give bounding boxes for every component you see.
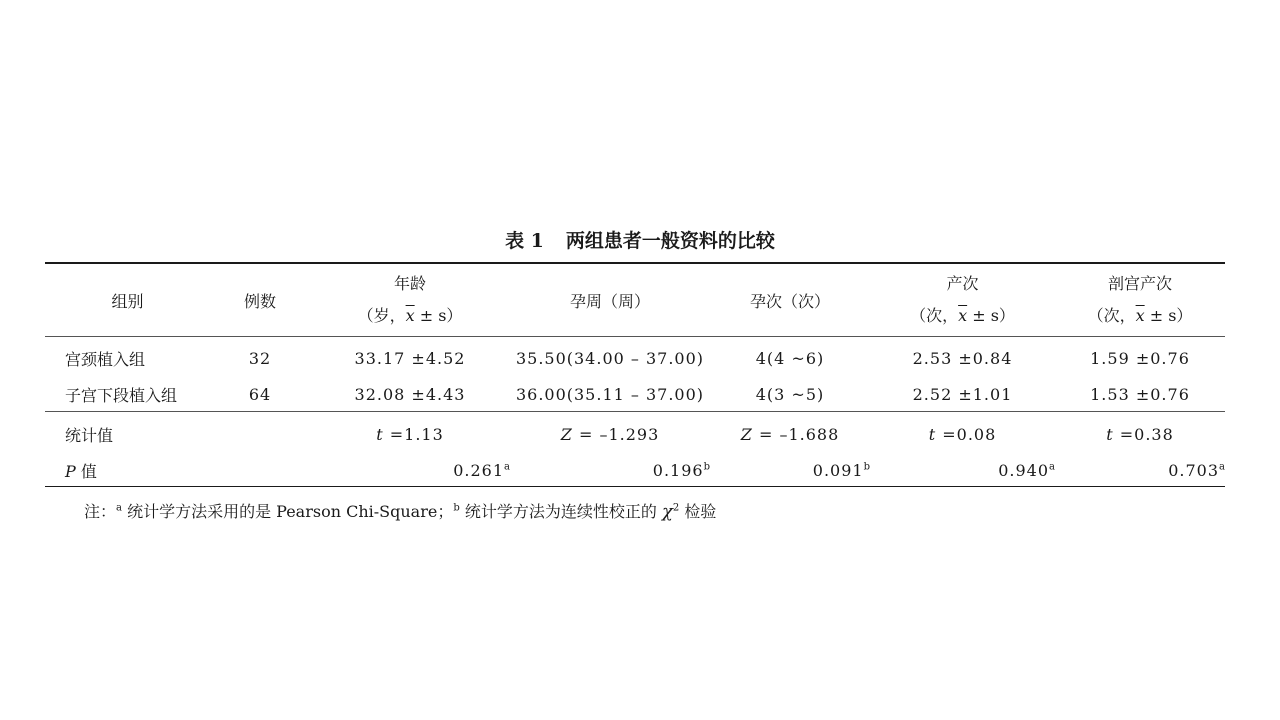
cell-parity: 2.53 ±0.84 [912, 348, 1013, 368]
comparison-table [45, 262, 1225, 487]
stat-value: = –1.688 [752, 424, 840, 444]
header-age-xbar: $\overline{x}$ [405, 306, 415, 325]
header-parity-unit-b: ± s） [967, 306, 1015, 325]
header-parity-label: 产次 [946, 274, 979, 293]
p-value: 0.703 [1168, 460, 1220, 480]
note-prefix: 注： [84, 502, 117, 521]
header-parity [870, 263, 1055, 337]
cell-age: 33.17 ±4.52 [354, 348, 466, 368]
header-parity-unit [870, 304, 1055, 328]
cell-gest-week: 35.50(34.00 – 37.00) [515, 348, 705, 368]
stat-symbol: t [1106, 424, 1114, 444]
footnote-mark: b [703, 461, 710, 473]
cell-p-cesarean [1055, 454, 1225, 487]
cell-stat-empty [210, 412, 310, 455]
cell-count: 32 [248, 348, 272, 368]
table-body [45, 337, 1225, 487]
header-parity-xbar: $\overline{x}$ [958, 306, 968, 325]
stat-symbol: t [376, 424, 384, 444]
footnote-mark-a: a [116, 502, 122, 514]
stat-value: =0.08 [936, 424, 997, 444]
p-value: 0.196 [652, 460, 704, 480]
cell-cesarean: 1.53 ±0.76 [1090, 384, 1190, 404]
header-cesarean-label: 剖宫产次 [1107, 274, 1172, 293]
cell-stat-label: 统计值 [65, 425, 114, 445]
footnote-mark: b [863, 461, 870, 473]
header-cesarean-unit-a: （次， [1087, 306, 1136, 325]
data-table-container [45, 262, 1225, 487]
header-age-label: 年龄 [393, 274, 426, 293]
cell-gravidity: 4(3 ~5) [755, 384, 825, 404]
stat-value: = –1.293 [572, 424, 660, 444]
header-parity-unit-a: （次， [910, 306, 959, 325]
table-header [45, 263, 1225, 337]
header-gest-week: 孕周（周） [510, 263, 710, 337]
table-row-pvalue [45, 454, 1225, 487]
cell-p-gravidity [710, 454, 870, 487]
header-age-unit-b: ± s） [414, 306, 463, 325]
p-value: 0.091 [812, 460, 864, 480]
cell-group: 宫颈植入组 [65, 349, 146, 369]
stat-symbol: Z [560, 424, 573, 444]
cell-gest-week: 36.00(35.11 – 37.00) [515, 384, 705, 404]
stat-value: =0.38 [1113, 424, 1174, 444]
header-age-unit [310, 304, 510, 328]
cell-p-parity [870, 454, 1055, 487]
header-age [310, 263, 510, 337]
footnote-mark-b: b [453, 502, 460, 514]
cell-p-label [45, 454, 210, 487]
footnote-mark: a [1049, 461, 1055, 473]
table-footnote [84, 500, 716, 524]
header-cesarean [1055, 263, 1225, 337]
cell-stat-gravidity [710, 412, 870, 455]
cell-gravidity: 4(4 ~6) [755, 348, 825, 368]
cell-age: 32.08 ±4.43 [354, 384, 466, 404]
cell-stat-parity [870, 412, 1055, 455]
table-row-statistic [45, 412, 1225, 455]
table-caption [0, 228, 1280, 254]
stat-value: =1.13 [383, 424, 444, 444]
table-title: 两组患者一般资料的比较 [565, 230, 775, 252]
cell-p-empty [210, 454, 310, 487]
header-gravidity: 孕次（次） [710, 263, 870, 337]
cell-stat-age [310, 412, 510, 455]
cell-group: 子宫下段植入组 [65, 385, 178, 405]
table-row-lower-segment [45, 377, 1225, 412]
footnote-mark: a [504, 461, 510, 473]
chi-exponent: 2 [672, 502, 680, 514]
cell-cesarean: 1.59 ±0.76 [1090, 348, 1190, 368]
stat-symbol: Z [740, 424, 753, 444]
header-cesarean-xbar: $\overline{x}$ [1135, 306, 1145, 325]
p-symbol: P [65, 461, 76, 481]
note-text-b: 统计学方法为连续性校正的 [459, 502, 662, 521]
table-row-cervical [45, 337, 1225, 378]
p-value: 0.261 [453, 460, 505, 480]
cell-stat-cesarean [1055, 412, 1225, 455]
cell-p-age [310, 454, 510, 487]
footnote-mark: a [1219, 461, 1225, 473]
header-count: 例数 [210, 263, 310, 337]
table-number: 表 1 [505, 230, 544, 252]
p-label-text: 值 [75, 461, 97, 481]
header-cesarean-unit-b: ± s） [1144, 306, 1193, 325]
stat-symbol: t [928, 424, 937, 444]
p-value: 0.940 [998, 460, 1050, 480]
cell-parity: 2.52 ±1.01 [912, 384, 1013, 404]
header-age-unit-a: （岁， [357, 306, 406, 325]
note-text-end: 检验 [679, 502, 717, 521]
note-text-a: 统计学方法采用的是 Pearson Chi-Square； [121, 502, 454, 521]
header-cesarean-unit [1055, 304, 1225, 328]
chi-symbol: χ [661, 501, 673, 522]
cell-p-gest-week [510, 454, 710, 487]
cell-stat-gest-week [510, 412, 710, 455]
cell-count: 64 [248, 384, 272, 404]
header-group: 组别 [45, 263, 210, 337]
